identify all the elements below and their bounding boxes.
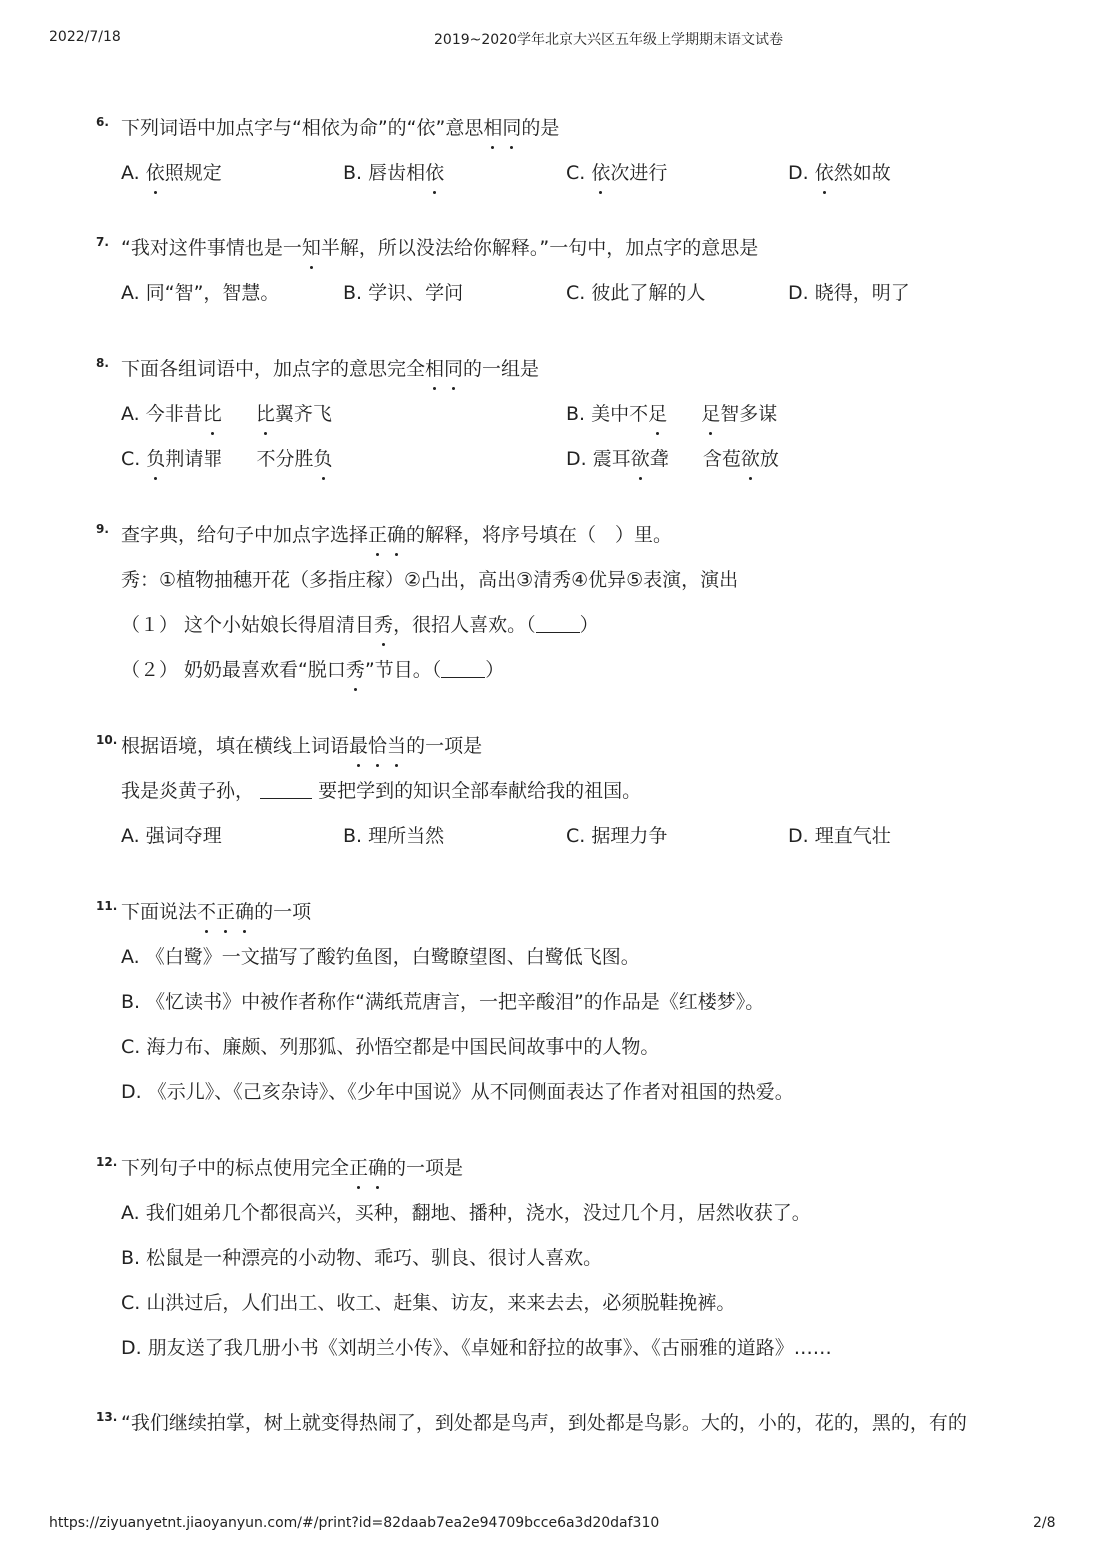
print-date: 2022/7/18 [49,29,121,45]
option-b[interactable]: B. 美中不足 足智多谋 [566,403,778,425]
dotted-char: 确 [387,524,407,546]
question-number: 11. [96,899,118,913]
option-d[interactable]: D. 理直气壮 [788,825,891,847]
question-stem: “我对这件事情也是一知半解，所以没法给你解释。”一句中，加点字的意思是 [121,237,759,259]
dotted-char: 不 [197,901,217,923]
option-d[interactable]: D. 朋友送了我几册小书《刘胡兰小传》、《卓娅和舒拉的故事》、《古丽雅的道路》…… [121,1337,832,1359]
answer-blank[interactable] [260,780,312,799]
context-sentence: 我是炎黄子孙， 要把学到的知识全部奉献给我的祖国。 [121,780,642,802]
option-b[interactable]: B. 《忆读书》中被作者称作“满纸荒唐言，一把辛酸泪”的作品是《红楼梦》。 [121,991,765,1013]
option-b[interactable]: B. 唇齿相依 [343,162,445,184]
dotted-char: 同 [444,358,464,380]
question-stem: 下列词语中加点字与“相依为命”的“依”意思相同的是 [121,117,560,139]
option-c[interactable]: C. 负荆请罪 不分胜负 [121,448,333,470]
option-b[interactable]: B. 学识、学问 [343,282,464,304]
option-c[interactable]: C. 彼此了解的人 [566,282,706,304]
answer-blank[interactable] [441,659,485,678]
dotted-char: 确 [235,901,255,923]
dotted-char: 当 [387,735,407,757]
option-c[interactable]: C. 山洪过后，人们出工、收工、赶集、访友，来来去去，必须脱鞋挽裤。 [121,1292,736,1314]
question-stem: 下面各组词语中，加点字的意思完全相同的一组是 [121,358,540,380]
document-title: 2019~2020学年北京大兴区五年级上学期期末语文试卷 [434,32,783,48]
definition-list: 秀：①植物抽穗开花（多指庄稼）②凸出，高出③清秀④优异⑤表演，演出 [121,569,739,591]
option-d[interactable]: D. 震耳欲聋 含苞欲放 [566,448,779,470]
dotted-char: 正 [368,524,388,546]
question-stem: 查字典，给句子中加点字选择正确的解释，将序号填在（ ）里。 [121,524,673,546]
question-stem: “我们继续拍掌，树上就变得热闹了，到处都是鸟声，到处都是鸟影。大的，小的，花的，黑的，有的 [121,1412,967,1434]
dotted-char: 最 [349,735,369,757]
page-number: 2/8 [1033,1515,1056,1531]
page-url: https://ziyuanyetnt.jiaoyanyun.com/#/print?id=82daab7ea2e94709bcce6a3d20daf310 [49,1515,660,1531]
option-c[interactable]: C. 据理力争 [566,825,668,847]
question-number: 13. [96,1410,118,1424]
dotted-char: 同 [502,117,522,139]
dotted-char: 确 [368,1157,388,1179]
question-stem: 下面说法不正确的一项 [121,901,312,923]
option-d[interactable]: D. 依然如故 [788,162,891,184]
option-a[interactable]: A. 强词夺理 [121,825,222,847]
dotted-chars [483,117,521,139]
dotted-char: 相 [425,358,445,380]
question-number: 10. [96,733,118,747]
dotted-char: 相 [483,117,503,139]
option-a[interactable]: A. 今非昔比 比翼齐飞 [121,403,332,425]
option-a[interactable]: A. 我们姐弟几个都很高兴，买种，翻地、播种，浇水，没过几个月，居然收获了。 [121,1202,811,1224]
option-d[interactable]: D. 《示儿》、《己亥杂诗》、《少年中国说》从不同侧面表达了作者对祖国的热爱。 [121,1081,794,1103]
option-a[interactable]: A. 依照规定 [121,162,222,184]
sub-question-1: （１） 这个小姑娘长得眉清目秀，很招人喜欢。（ ） [121,614,599,636]
option-c[interactable]: C. 海力布、廉颇、列那狐、孙悟空都是中国民间故事中的人物。 [121,1036,660,1058]
option-c[interactable]: C. 依次进行 [566,162,668,184]
question-number: 7. [96,235,109,249]
dotted-char: 正 [216,901,236,923]
question-number: 6. [96,115,109,129]
question-stem: 下列句子中的标点使用完全正确的一项是 [121,1157,464,1179]
question-number: 12. [96,1155,118,1169]
dotted-char: 恰 [368,735,388,757]
option-a[interactable]: A. 《白鹭》一文描写了酸钓鱼图，白鹭瞭望图、白鹭低飞图。 [121,946,640,968]
question-stem: 根据语境，填在横线上词语最恰当的一项是 [121,735,483,757]
option-a[interactable]: A. 同“智”，智慧。 [121,282,280,304]
option-d[interactable]: D. 晓得，明了 [788,282,910,304]
option-b[interactable]: B. 理所当然 [343,825,445,847]
question-number: 8. [96,356,109,370]
answer-blank[interactable] [536,614,580,633]
sub-question-2: （２） 奶奶最喜欢看“脱口秀”节目。（ ） [121,659,505,681]
dotted-char: 正 [349,1157,369,1179]
option-b[interactable]: B. 松鼠是一种漂亮的小动物、乖巧、驯良、很讨人喜欢。 [121,1247,603,1269]
question-number: 9. [96,522,109,536]
